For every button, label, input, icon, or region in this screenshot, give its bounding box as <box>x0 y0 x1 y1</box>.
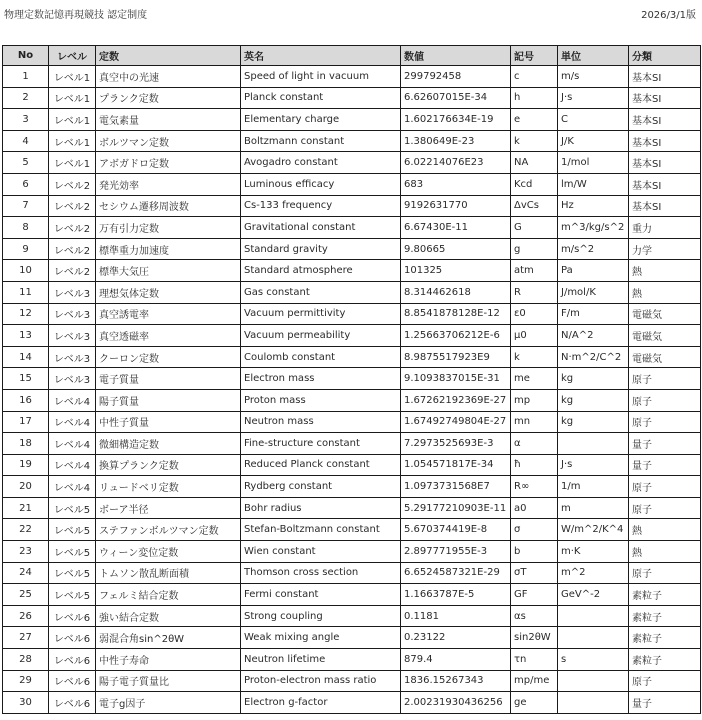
cell-category: 基本SI <box>629 195 701 217</box>
cell-category: 量子 <box>629 454 701 476</box>
cell-value: 6.62607015E-34 <box>401 87 511 109</box>
cell-english-name: Weak mixing angle <box>241 627 401 649</box>
table-row <box>3 217 701 239</box>
cell-english-name: Gas constant <box>241 281 401 303</box>
cell-symbol: NA <box>511 152 558 174</box>
table-row <box>3 519 701 541</box>
cell-category: 原子 <box>629 476 701 498</box>
cell-category: 素粒子 <box>629 605 701 627</box>
cell-value: 9192631770 <box>401 195 511 217</box>
cell-no: 6 <box>3 173 49 195</box>
cell-english-name: Strong coupling <box>241 605 401 627</box>
table-body <box>3 66 701 714</box>
cell-no: 11 <box>3 281 49 303</box>
column-header-value: 数値 <box>401 46 511 66</box>
cell-category: 原子 <box>629 411 701 433</box>
cell-no: 19 <box>3 454 49 476</box>
cell-unit: J/K <box>558 130 629 152</box>
cell-level: レベル3 <box>49 368 96 390</box>
cell-unit <box>558 627 629 649</box>
cell-category: 電磁気 <box>629 346 701 368</box>
cell-symbol: b <box>511 541 558 563</box>
cell-symbol: GF <box>511 584 558 606</box>
cell-level: レベル1 <box>49 66 96 88</box>
cell-value: 101325 <box>401 260 511 282</box>
cell-unit: F/m <box>558 303 629 325</box>
cell-symbol: G <box>511 217 558 239</box>
cell-level: レベル4 <box>49 454 96 476</box>
table-row <box>3 66 701 88</box>
cell-english-name: Wien constant <box>241 541 401 563</box>
cell-english-name: Reduced Planck constant <box>241 454 401 476</box>
cell-category: 素粒子 <box>629 627 701 649</box>
cell-value: 5.29177210903E-11 <box>401 497 511 519</box>
cell-english-name: Luminous efficacy <box>241 173 401 195</box>
cell-english-name: Fine-structure constant <box>241 433 401 455</box>
cell-level: レベル5 <box>49 541 96 563</box>
cell-no: 27 <box>3 627 49 649</box>
cell-english-name: Standard gravity <box>241 238 401 260</box>
cell-category: 熱 <box>629 260 701 282</box>
cell-symbol: τn <box>511 649 558 671</box>
cell-constant: アボガドロ定数 <box>96 152 241 174</box>
cell-english-name: Fermi constant <box>241 584 401 606</box>
cell-category: 熱 <box>629 519 701 541</box>
cell-category: 基本SI <box>629 152 701 174</box>
cell-category: 基本SI <box>629 130 701 152</box>
cell-level: レベル3 <box>49 325 96 347</box>
cell-constant: 電気素量 <box>96 109 241 131</box>
cell-constant: 電子g因子 <box>96 692 241 714</box>
cell-value: 0.1181 <box>401 605 511 627</box>
cell-no: 9 <box>3 238 49 260</box>
cell-constant: 真空中の光速 <box>96 66 241 88</box>
cell-unit: lm/W <box>558 173 629 195</box>
table-row <box>3 173 701 195</box>
cell-constant: 陽子電子質量比 <box>96 670 241 692</box>
cell-unit: W/m^2/K^4 <box>558 519 629 541</box>
cell-category: 熱 <box>629 541 701 563</box>
cell-constant: 微細構造定数 <box>96 433 241 455</box>
cell-unit: 1/mol <box>558 152 629 174</box>
cell-level: レベル1 <box>49 130 96 152</box>
cell-value: 1.25663706212E-6 <box>401 325 511 347</box>
cell-symbol: g <box>511 238 558 260</box>
table-row <box>3 584 701 606</box>
cell-category: 基本SI <box>629 109 701 131</box>
cell-value: 9.1093837015E-31 <box>401 368 511 390</box>
cell-category: 原子 <box>629 497 701 519</box>
cell-value: 1.380649E-23 <box>401 130 511 152</box>
cell-level: レベル4 <box>49 411 96 433</box>
cell-unit: N/A^2 <box>558 325 629 347</box>
cell-value: 1.054571817E-34 <box>401 454 511 476</box>
cell-english-name: Neutron mass <box>241 411 401 433</box>
cell-symbol: atm <box>511 260 558 282</box>
cell-category: 原子 <box>629 389 701 411</box>
cell-level: レベル3 <box>49 281 96 303</box>
cell-no: 29 <box>3 670 49 692</box>
cell-unit: kg <box>558 368 629 390</box>
table-row <box>3 368 701 390</box>
cell-constant: 弱混合角sin^2θW <box>96 627 241 649</box>
cell-no: 18 <box>3 433 49 455</box>
table-row <box>3 325 701 347</box>
cell-constant: 中性子寿命 <box>96 649 241 671</box>
cell-no: 14 <box>3 346 49 368</box>
cell-level: レベル2 <box>49 173 96 195</box>
cell-level: レベル5 <box>49 584 96 606</box>
cell-unit: J·s <box>558 454 629 476</box>
cell-english-name: Elementary charge <box>241 109 401 131</box>
cell-category: 力学 <box>629 238 701 260</box>
cell-value: 1.0973731568E7 <box>401 476 511 498</box>
cell-unit: s <box>558 649 629 671</box>
cell-unit: m/s <box>558 66 629 88</box>
cell-unit: m^2 <box>558 562 629 584</box>
cell-symbol: μ0 <box>511 325 558 347</box>
cell-symbol: ε0 <box>511 303 558 325</box>
cell-unit: 1/m <box>558 476 629 498</box>
cell-value: 2.897771955E-3 <box>401 541 511 563</box>
cell-english-name: Thomson cross section <box>241 562 401 584</box>
cell-symbol: mn <box>511 411 558 433</box>
column-header-symbol: 記号 <box>511 46 558 66</box>
cell-english-name: Proton mass <box>241 389 401 411</box>
cell-value: 1.67492749804E-27 <box>401 411 511 433</box>
cell-english-name: Proton-electron mass ratio <box>241 670 401 692</box>
cell-value: 7.2973525693E-3 <box>401 433 511 455</box>
cell-constant: 電子質量 <box>96 368 241 390</box>
cell-no: 16 <box>3 389 49 411</box>
cell-level: レベル3 <box>49 303 96 325</box>
table-row <box>3 497 701 519</box>
cell-english-name: Stefan-Boltzmann constant <box>241 519 401 541</box>
cell-value: 5.670374419E-8 <box>401 519 511 541</box>
cell-constant: 陽子質量 <box>96 389 241 411</box>
cell-constant: 万有引力定数 <box>96 217 241 239</box>
cell-english-name: Electron g-factor <box>241 692 401 714</box>
cell-level: レベル2 <box>49 260 96 282</box>
cell-value: 1.602176634E-19 <box>401 109 511 131</box>
cell-value: 683 <box>401 173 511 195</box>
cell-constant: 強い結合定数 <box>96 605 241 627</box>
cell-constant: トムソン散乱断面積 <box>96 562 241 584</box>
cell-level: レベル6 <box>49 692 96 714</box>
cell-unit <box>558 692 629 714</box>
table-row <box>3 260 701 282</box>
cell-no: 12 <box>3 303 49 325</box>
cell-constant: クーロン定数 <box>96 346 241 368</box>
cell-constant: ボルツマン定数 <box>96 130 241 152</box>
table-row <box>3 454 701 476</box>
cell-english-name: Standard atmosphere <box>241 260 401 282</box>
cell-symbol: α <box>511 433 558 455</box>
cell-english-name: Avogadro constant <box>241 152 401 174</box>
table-row <box>3 303 701 325</box>
cell-no: 4 <box>3 130 49 152</box>
table-row <box>3 670 701 692</box>
cell-constant: 真空誘電率 <box>96 303 241 325</box>
cell-category: 基本SI <box>629 173 701 195</box>
cell-constant: ウィーン変位定数 <box>96 541 241 563</box>
cell-level: レベル5 <box>49 497 96 519</box>
cell-level: レベル2 <box>49 195 96 217</box>
table-row <box>3 627 701 649</box>
cell-category: 原子 <box>629 562 701 584</box>
cell-english-name: Vacuum permeability <box>241 325 401 347</box>
cell-unit <box>558 670 629 692</box>
cell-english-name: Boltzmann constant <box>241 130 401 152</box>
cell-unit <box>558 433 629 455</box>
cell-symbol: αs <box>511 605 558 627</box>
cell-english-name: Gravitational constant <box>241 217 401 239</box>
cell-english-name: Planck constant <box>241 87 401 109</box>
table-row <box>3 152 701 174</box>
table-row <box>3 692 701 714</box>
table-row <box>3 346 701 368</box>
cell-constant: フェルミ結合定数 <box>96 584 241 606</box>
cell-constant: 真空透磁率 <box>96 325 241 347</box>
table-row <box>3 562 701 584</box>
cell-no: 24 <box>3 562 49 584</box>
cell-no: 28 <box>3 649 49 671</box>
cell-english-name: Rydberg constant <box>241 476 401 498</box>
cell-constant: プランク定数 <box>96 87 241 109</box>
cell-no: 21 <box>3 497 49 519</box>
cell-constant: 標準大気圧 <box>96 260 241 282</box>
cell-value: 8.9875517923E9 <box>401 346 511 368</box>
cell-english-name: Neutron lifetime <box>241 649 401 671</box>
table-row <box>3 605 701 627</box>
cell-category: 原子 <box>629 670 701 692</box>
cell-level: レベル6 <box>49 627 96 649</box>
cell-constant: ボーア半径 <box>96 497 241 519</box>
cell-constant: セシウム遷移周波数 <box>96 195 241 217</box>
cell-constant: 中性子質量 <box>96 411 241 433</box>
cell-unit: J·s <box>558 87 629 109</box>
cell-level: レベル4 <box>49 389 96 411</box>
cell-unit: Pa <box>558 260 629 282</box>
cell-english-name: Vacuum permittivity <box>241 303 401 325</box>
cell-level: レベル4 <box>49 433 96 455</box>
cell-symbol: h <box>511 87 558 109</box>
cell-unit <box>558 605 629 627</box>
table-row <box>3 238 701 260</box>
column-header-no: No <box>3 46 49 66</box>
cell-symbol: k <box>511 130 558 152</box>
cell-category: 量子 <box>629 433 701 455</box>
cell-level: レベル6 <box>49 605 96 627</box>
column-header-category: 分類 <box>629 46 701 66</box>
constants-table <box>2 45 701 714</box>
cell-category: 原子 <box>629 368 701 390</box>
cell-value: 1836.15267343 <box>401 670 511 692</box>
cell-level: レベル1 <box>49 152 96 174</box>
table-row <box>3 109 701 131</box>
cell-level: レベル5 <box>49 519 96 541</box>
cell-level: レベル1 <box>49 87 96 109</box>
cell-value: 8.8541878128E-12 <box>401 303 511 325</box>
cell-unit: J/mol/K <box>558 281 629 303</box>
cell-symbol: c <box>511 66 558 88</box>
table-header-row <box>3 46 701 66</box>
cell-category: 重力 <box>629 217 701 239</box>
cell-category: 素粒子 <box>629 649 701 671</box>
cell-english-name: Speed of light in vacuum <box>241 66 401 88</box>
cell-level: レベル6 <box>49 649 96 671</box>
table-row <box>3 87 701 109</box>
cell-category: 熱 <box>629 281 701 303</box>
cell-value: 6.6524587321E-29 <box>401 562 511 584</box>
cell-constant: 発光効率 <box>96 173 241 195</box>
cell-value: 8.314462618 <box>401 281 511 303</box>
cell-category: 電磁気 <box>629 325 701 347</box>
cell-symbol: ħ <box>511 454 558 476</box>
cell-value: 6.67430E-11 <box>401 217 511 239</box>
cell-unit: m^3/kg/s^2 <box>558 217 629 239</box>
cell-constant: ステファンボルツマン定数 <box>96 519 241 541</box>
cell-english-name: Coulomb constant <box>241 346 401 368</box>
cell-value: 6.02214076E23 <box>401 152 511 174</box>
cell-no: 7 <box>3 195 49 217</box>
cell-value: 1.1663787E-5 <box>401 584 511 606</box>
cell-constant: 換算プランク定数 <box>96 454 241 476</box>
table-row <box>3 130 701 152</box>
document-version: 2026/3/1版 <box>641 10 696 21</box>
table-row <box>3 433 701 455</box>
cell-symbol: ΔvCs <box>511 195 558 217</box>
cell-symbol: k <box>511 346 558 368</box>
table-row <box>3 411 701 433</box>
cell-no: 5 <box>3 152 49 174</box>
table-row <box>3 541 701 563</box>
cell-symbol: sin2θW <box>511 627 558 649</box>
cell-constant: リュードベリ定数 <box>96 476 241 498</box>
cell-level: レベル2 <box>49 217 96 239</box>
cell-level: レベル5 <box>49 562 96 584</box>
cell-unit: Hz <box>558 195 629 217</box>
cell-no: 8 <box>3 217 49 239</box>
cell-unit: N·m^2/C^2 <box>558 346 629 368</box>
cell-category: 量子 <box>629 692 701 714</box>
cell-no: 23 <box>3 541 49 563</box>
cell-symbol: Kcd <box>511 173 558 195</box>
cell-symbol: σ <box>511 519 558 541</box>
cell-value: 1.67262192369E-27 <box>401 389 511 411</box>
cell-symbol: e <box>511 109 558 131</box>
table-row <box>3 649 701 671</box>
cell-symbol: a0 <box>511 497 558 519</box>
cell-level: レベル3 <box>49 346 96 368</box>
cell-unit: m·K <box>558 541 629 563</box>
cell-no: 20 <box>3 476 49 498</box>
cell-no: 25 <box>3 584 49 606</box>
cell-value: 299792458 <box>401 66 511 88</box>
cell-symbol: me <box>511 368 558 390</box>
cell-no: 22 <box>3 519 49 541</box>
cell-unit: kg <box>558 411 629 433</box>
cell-value: 879.4 <box>401 649 511 671</box>
cell-category: 電磁気 <box>629 303 701 325</box>
cell-no: 30 <box>3 692 49 714</box>
cell-english-name: Electron mass <box>241 368 401 390</box>
cell-category: 基本SI <box>629 87 701 109</box>
cell-no: 17 <box>3 411 49 433</box>
cell-symbol: σT <box>511 562 558 584</box>
cell-constant: 標準重力加速度 <box>96 238 241 260</box>
document-title: 物理定数記憶再現競技 認定制度 <box>4 10 148 21</box>
cell-no: 2 <box>3 87 49 109</box>
table-row <box>3 281 701 303</box>
cell-english-name: Cs-133 frequency <box>241 195 401 217</box>
cell-value: 0.23122 <box>401 627 511 649</box>
cell-no: 1 <box>3 66 49 88</box>
cell-no: 13 <box>3 325 49 347</box>
table-row <box>3 195 701 217</box>
cell-category: 基本SI <box>629 66 701 88</box>
cell-level: レベル1 <box>49 109 96 131</box>
cell-category: 素粒子 <box>629 584 701 606</box>
cell-unit: GeV^-2 <box>558 584 629 606</box>
cell-level: レベル6 <box>49 670 96 692</box>
table-row <box>3 389 701 411</box>
cell-value: 9.80665 <box>401 238 511 260</box>
cell-no: 15 <box>3 368 49 390</box>
cell-english-name: Bohr radius <box>241 497 401 519</box>
cell-level: レベル4 <box>49 476 96 498</box>
column-header-unit: 単位 <box>558 46 629 66</box>
cell-unit: m <box>558 497 629 519</box>
table-row <box>3 476 701 498</box>
cell-symbol: R∞ <box>511 476 558 498</box>
cell-symbol: mp <box>511 389 558 411</box>
cell-constant: 理想気体定数 <box>96 281 241 303</box>
cell-unit: kg <box>558 389 629 411</box>
cell-symbol: R <box>511 281 558 303</box>
column-header-constant: 定数 <box>96 46 241 66</box>
column-header-english-name: 英名 <box>241 46 401 66</box>
cell-value: 2.00231930436256 <box>401 692 511 714</box>
cell-unit: C <box>558 109 629 131</box>
column-header-level: レベル <box>49 46 96 66</box>
cell-unit: m/s^2 <box>558 238 629 260</box>
cell-symbol: mp/me <box>511 670 558 692</box>
cell-level: レベル2 <box>49 238 96 260</box>
cell-no: 10 <box>3 260 49 282</box>
cell-no: 26 <box>3 605 49 627</box>
cell-no: 3 <box>3 109 49 131</box>
cell-symbol: ge <box>511 692 558 714</box>
